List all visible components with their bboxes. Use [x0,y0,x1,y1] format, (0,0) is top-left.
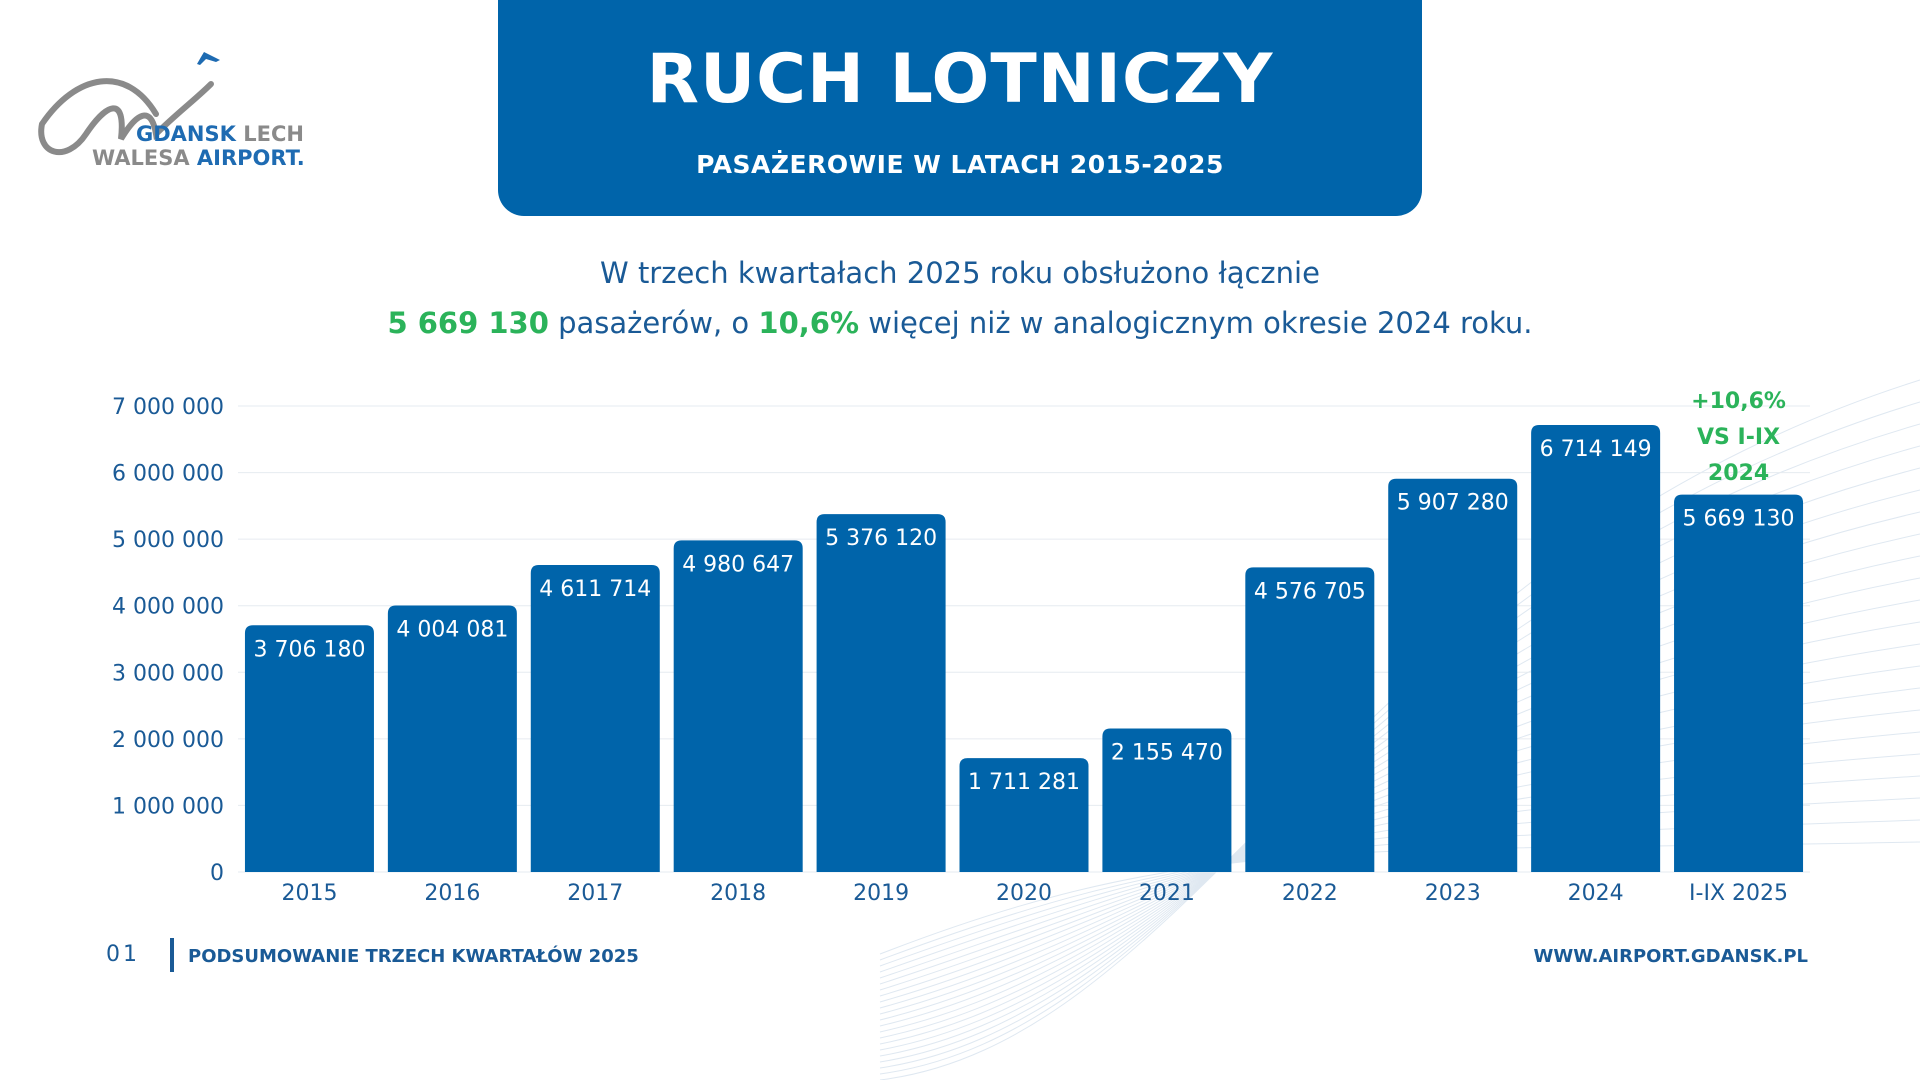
bar-value-label: 6 714 149 [1539,437,1652,463]
bar [1674,495,1803,872]
x-tick-label: 2017 [567,881,624,906]
x-tick-label: 2023 [1424,881,1481,906]
x-tick-label: 2015 [281,881,338,906]
bar-value-label: 2 155 470 [1110,740,1223,766]
y-tick-label: 0 [210,861,224,886]
y-tick-label: 4 000 000 [112,594,224,620]
summary-percent: 10,6% [758,306,860,340]
page-number: 01 [106,942,140,967]
bar [245,625,374,872]
x-tick-label: 2020 [996,881,1052,906]
bar [674,540,803,872]
footer-url-link[interactable]: WWW.AIRPORT.GDANSK.PL [1533,946,1808,967]
y-tick-label: 7 000 000 [112,395,224,420]
y-tick-label: 1 000 000 [112,794,224,820]
summary-line-1: W trzech kwartałach 2025 roku obsłużono łącznie [600,256,1320,290]
bar [1531,425,1660,872]
growth-annotation: VS I-IX [1697,425,1781,450]
x-tick-label: 2019 [853,881,910,906]
bar-value-label: 4 004 081 [396,617,509,643]
x-tick-label: I-IX 2025 [1689,881,1789,906]
logo-text-line2: WALESA AIRPORT. [92,146,305,170]
bar-value-label: 4 980 647 [682,552,795,578]
x-tick-label: 2018 [710,881,767,906]
growth-annotation: 2024 [1707,461,1770,486]
y-tick-label: 2 000 000 [112,727,224,753]
y-tick-label: 6 000 000 [112,461,224,487]
y-tick-label: 3 000 000 [112,661,224,687]
y-tick-label: 5 000 000 [112,528,224,554]
bar [1245,567,1374,872]
x-tick-label: 2021 [1138,881,1195,906]
footer-title: PODSUMOWANIE TRZECH KWARTAŁÓW 2025 [188,946,639,967]
x-tick-label: 2016 [424,881,481,906]
summary-line-2: 5 669 130 pasażerów, o 10,6% więcej niż w analogicznym okresie 2024 roku. [387,306,1533,340]
bar [388,605,517,872]
logo-text-line1: GDANSK LECH [136,122,304,146]
bar-value-label: 5 376 120 [825,526,938,552]
page-subtitle: PASAŻEROWIE W LATACH 2015-2025 [696,150,1224,179]
bar-value-label: 4 576 705 [1253,579,1366,605]
footer-divider [170,938,174,972]
bar-value-label: 3 706 180 [253,637,366,663]
summary-passengers: 5 669 130 [387,306,549,340]
page-title: RUCH LOTNICZY [646,40,1274,119]
bar-value-label: 4 611 714 [539,576,652,602]
bar [531,565,660,872]
bar-value-label: 5 669 130 [1682,506,1795,532]
bar-value-label: 5 907 280 [1396,490,1509,516]
x-tick-label: 2024 [1567,881,1624,906]
bar [1388,479,1517,872]
growth-annotation: +10,6% [1691,389,1786,414]
bar-value-label: 1 711 281 [968,770,1080,796]
x-tick-label: 2022 [1281,881,1338,906]
bar [817,514,946,872]
